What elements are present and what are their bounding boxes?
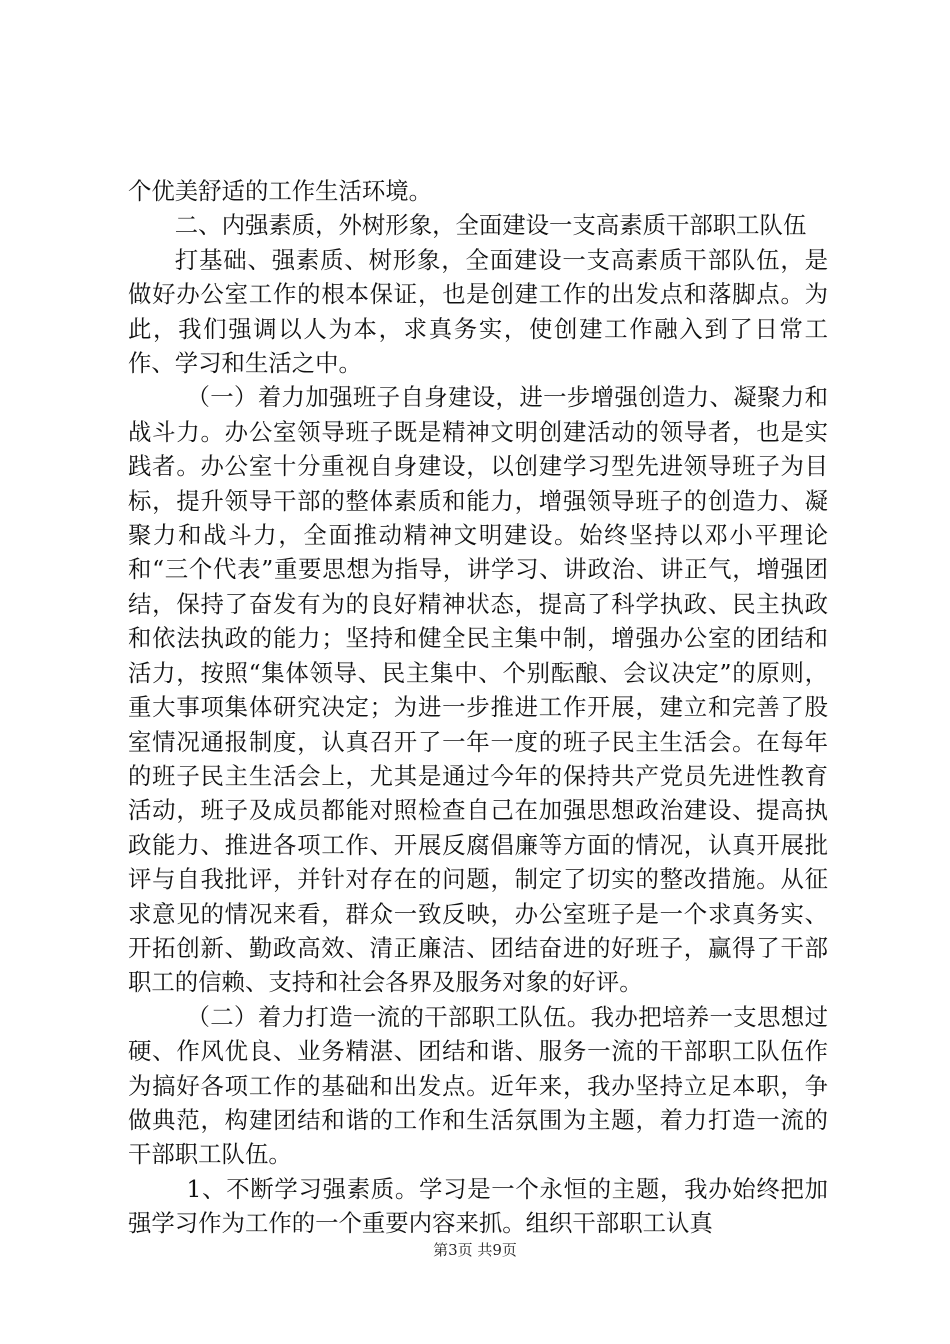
section-heading-two: 二、内强素质，外树形象，全面建设一支高素质干部职工队伍 [174,211,807,240]
item-one: 1、不断学习强素质。学习是一个永恒的主题，我办始终把加强学习作为工作的一个重要内容来抓。组织干部职工认真 [128,1174,828,1238]
document-body [128,174,828,1241]
page-footer: 第3页 共9页 [433,1241,517,1259]
subsection-two: （二）着力打造一流的干部职工队伍。我办把培养一支思想过硬、作风优良、业务精湛、团结和谐、服务一流的干部职工队伍作为搞好各项工作的基础和出发点。近年来，我办坚持立足本职，争做典范，构建团结和谐的工作和生活氛围为主题，着力打造一流的干部职工队伍。 [128,1002,828,1169]
subsection-one: （一）着力加强班子自身建设，进一步增强创造力、凝聚力和战斗力。办公室领导班子既是精神文明创建活动的领导者，也是实践者。办公室十分重视自身建设，以创建学习型先进领导班子为目标，提升领导干部的整体素质和能力，增强领导班子的创造力、凝聚力和战斗力，全面推动精神文明建设。始终坚持以邓小平理论和“三个代表”重要思想为指导，讲学习、讲政治、讲正气，增强团结，保持了奋发有为的良好精神状态，提高了科学执政、民主执政和依法执政的能力；坚持和健全民主集中制，增强办公室的团结和活力，按照“集体领导、民主集中、个别酝酿、会议决定”的原则，重大事项集体研究决定；为进一步推进工作开展，建立和完善了股室情况通报制度，认真召开了一年一度的班子民主生活会。在每年的班子民主生活会上，尤其是通过今年的保持共产党员先进性教育活动，班子及成员都能对照检查自己在加强思想政治建设、提高执政能力、推进各项工作、开展反腐倡廉等方面的情况，认真开展批评与自我批评，并针对存在的问题，制定了切实的整改措施。从征求意见的情况来看，群众一致反映，办公室班子是一个求真务实、开拓创新、勤政高效、清正廉洁、团结奋进的好班子，赢得了干部职工的信赖、支持和社会各界及服务对象的好评。 [128,383,828,997]
paragraph-continuation: 个优美舒适的工作生活环境。 [128,177,433,205]
paragraph-intro: 打基础、强素质、树形象，全面建设一支高素质干部队伍，是做好办公室工作的根本保证，也是创建工作的出发点和落脚点。为此，我们强调以人为本，求真务实，使创建工作融入到了日常工作、学习和生活之中。 [128,245,828,378]
